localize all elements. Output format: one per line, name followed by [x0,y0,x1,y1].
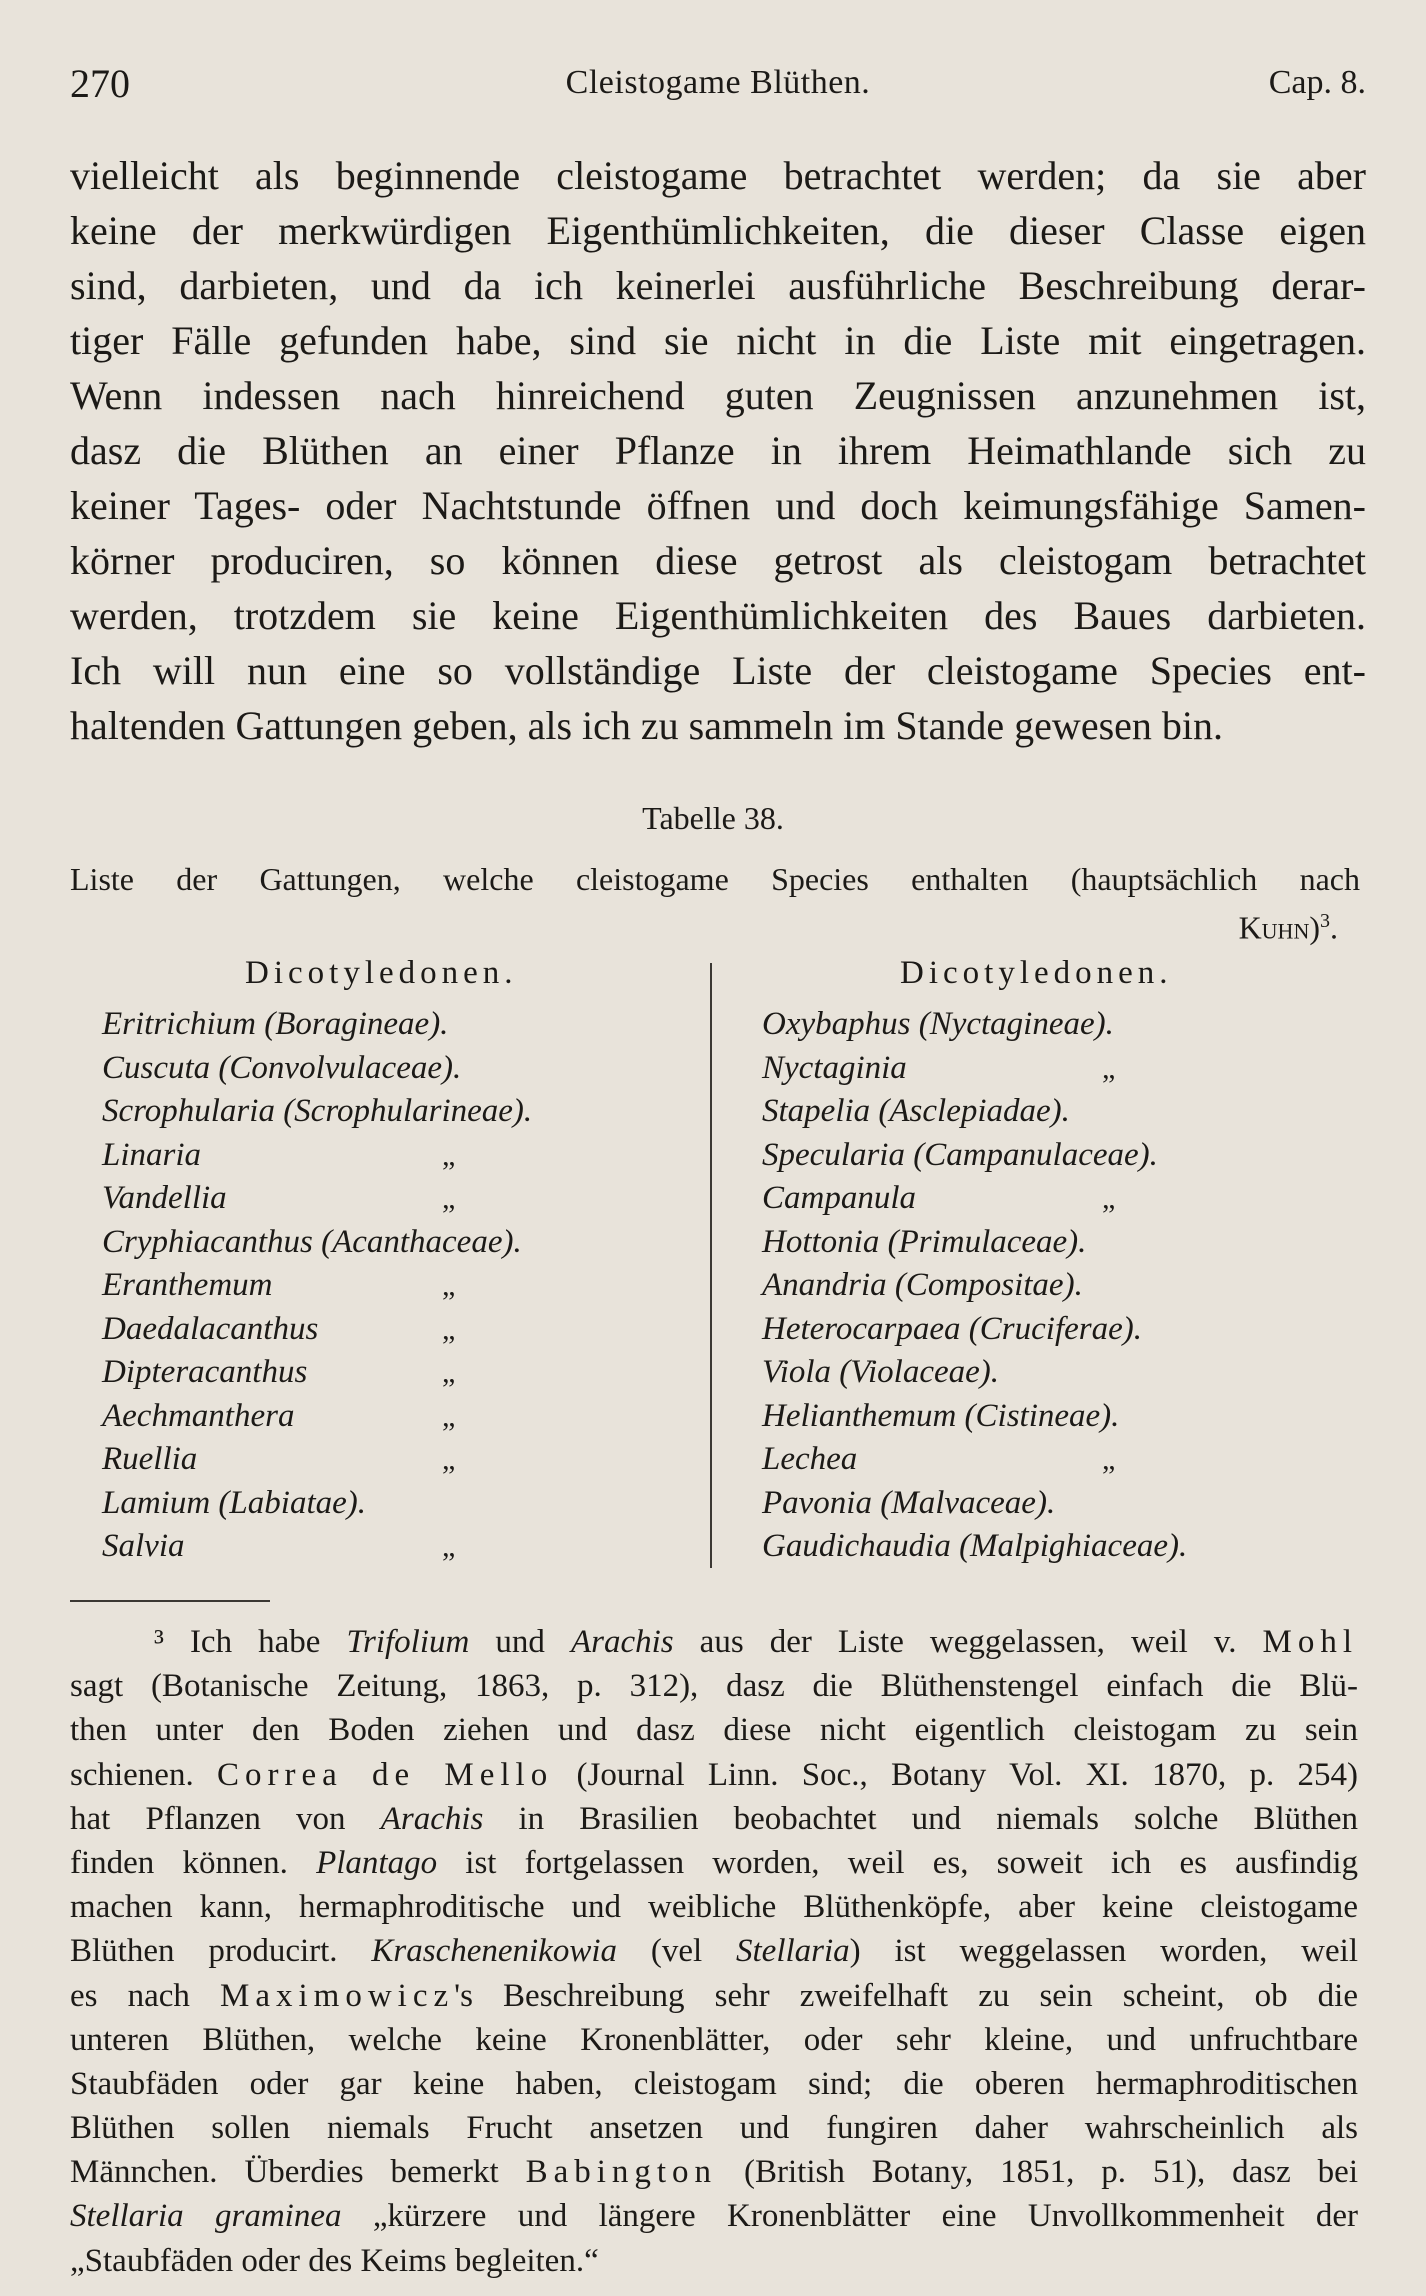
genus-entry [102,1438,532,1482]
genus-name: Nyctaginia [762,1049,907,1086]
footnote-text: Blüthen sollen niemals Frucht ansetzen und fungiren daher wahrscheinlich als [70,2110,1358,2147]
body-line: körner produciren, so können diese getrost als cleistogam betrachtet [70,538,1366,583]
caption-close-paren: ) [1309,909,1320,946]
genus-entry [762,1177,1187,1221]
body-line: sind, darbieten, und da ich keinerlei ausführliche Beschreibung derar- [70,263,1366,308]
footnote-text: hat Pflanzen von [70,1800,381,1837]
genus-name: Gaudichaudia (Malpighiaceae). [762,1528,1188,1564]
footnote-line [70,1664,1358,1708]
genus-name: Campanula [762,1180,917,1216]
table-caption-line [70,900,1360,946]
genus-entry [762,1395,1187,1439]
genus-name: Helianthemum (Cistineae). [762,1397,1120,1434]
genus-entry [762,1525,1187,1569]
body-line: vielleicht als beginnende cleistogame betrachtet werden; da sie aber [70,153,1366,198]
genus-entry [102,1047,532,1091]
table-caption-line: Liste der Gattungen, welche cleistogame Species enthalten (hauptsächlich nach [70,861,1360,897]
footnote-text: (Journal Linn. Soc., Botany Vol. XI. 1870, p. 254) [553,1756,1358,1793]
body-line: tiger Fälle gefunden habe, sind sie nicht in die Liste mit eingetragen. [70,318,1366,363]
genus-name: Linaria [102,1136,202,1173]
table-title: Tabelle 38. [642,800,784,836]
footnote-line [70,2018,1358,2062]
author-name: Mohl [1262,1624,1358,1660]
caption-period: . [1330,909,1338,946]
running-title: Cleistogame Blüthen. [565,64,871,101]
footnote-text: ³ Ich habe [154,1624,347,1660]
footnote-text: ist fortgelassen worden, weil es, soweit ich es ausfindig [437,1844,1358,1881]
author-name: Correa de Mello [216,1756,554,1793]
genus-entry [762,1134,1187,1178]
body-line: Ich will nun eine so vollständige Liste der cleistogame Species ent- [70,648,1366,693]
italic-term: Stellaria [736,1933,850,1970]
genus-entry [762,1438,1187,1482]
footnote-marker: 3 [1320,910,1330,932]
footnote-text: sagt (Botanische Zeitung, 1863, p. 312), dasz die Blüthenstengel einfach die Blü- [70,1668,1358,1705]
footnote-line [70,2239,1358,2283]
genus-name: Lechea [762,1441,858,1477]
italic-term: Stellaria graminea [70,2198,342,2235]
genus-name: Lamium (Labiatae). [102,1484,366,1521]
genus-entry [102,1177,532,1221]
footnote-text: then unter den Boden ziehen und dasz diese nicht eigentlich cleistogam zu sein [70,1712,1358,1749]
genus-entry [762,1308,1187,1352]
ditto-mark: „ [1102,1182,1116,1215]
footnote-text: in Brasilien beobachtet und niemals solche Blüthen [483,1800,1358,1837]
genus-entry [762,1264,1187,1308]
footnote-text: (vel [617,1933,736,1970]
ditto-mark: „ [442,1356,456,1389]
genus-entry [762,1221,1187,1265]
italic-term: Kraschenenikowia [371,1933,618,1970]
genus-name: Eranthemum [102,1267,273,1303]
genus-name: Salvia [102,1528,185,1564]
ditto-mark: „ [442,1312,456,1346]
footnote-line [70,1841,1358,1885]
footnote-line [70,2106,1358,2150]
footnote-text: machen kann, hermaphroditische und weibliche Blüthenköpfe, aber keine cleistogame [70,1889,1358,1926]
footnote-line [70,1929,1358,1973]
ditto-mark: „ [442,1443,456,1476]
body-line: keine der merkwürdigen Eigenthümlichkeiten, die dieser Classe eigen [70,208,1366,253]
genus-name: Vandellia [102,1180,227,1216]
footnote [70,1620,1358,2283]
footnote-line [70,2194,1358,2238]
footnote-text: ) ist weggelassen worden, weil [849,1933,1358,1970]
genus-entry [102,1482,532,1526]
genera-table [70,955,1360,1575]
ditto-mark: „ [442,1530,456,1563]
italic-term: Plantago [316,1844,438,1881]
genus-name: Eritrichium (Boragineae). [102,1006,449,1042]
ditto-mark: „ [442,1269,456,1302]
genus-entry [102,1134,532,1178]
genus-name: Specularia (Campanulaceae). [762,1136,1158,1173]
genus-name: Hottonia (Primulaceae). [762,1223,1087,1260]
genus-entry [762,1482,1187,1526]
footnote-text: Blüthen producirt. [70,1933,372,1970]
italic-term: Arachis [380,1800,484,1837]
right-column [762,1003,1187,1569]
footnote-line [70,1753,1358,1797]
footnote-text: finden können. [70,1844,317,1881]
footnote-text: und [469,1624,571,1660]
ditto-mark: „ [1102,1051,1116,1085]
footnote-text: es nach [70,1977,221,2014]
body-line: dasz die Blüthen an einer Pflanze in ihrem Heimathlande sich zu [70,428,1366,473]
genus-entry [102,1090,532,1134]
footnote-line [70,2150,1358,2194]
footnote-text: Männchen. Überdies bemerkt [70,2154,526,2191]
footnote-rule [70,1600,270,1602]
genus-name: Stapelia (Asclepiadae). [762,1093,1070,1129]
body-line: werden, trotzdem sie keine Eigenthümlichkeiten des Baues darbieten. [70,593,1366,638]
genus-entry [102,1221,532,1265]
italic-term: Trifolium [346,1624,470,1660]
genus-name: Dipteracanthus [102,1354,308,1390]
genus-entry [102,1395,532,1439]
genus-entry [102,1003,532,1047]
ditto-mark: „ [442,1399,456,1433]
genus-name: Ruellia [102,1441,198,1477]
table-caption [70,858,1360,946]
ditto-mark: „ [442,1182,456,1215]
footnote-text: „Staubfäden oder des Keims begleiten.“ [70,2242,599,2279]
genus-name: Heterocarpaea (Cruciferae). [762,1310,1142,1347]
footnote-line [70,1885,1358,1929]
footnote-text: 's Beschreibung sehr zweifelhaft zu sein scheint, ob die [454,1977,1358,2014]
genus-entry [762,1351,1187,1395]
genus-entry [762,1047,1187,1091]
genus-entry [102,1264,532,1308]
chapter-reference: Cap. 8. [1268,64,1366,101]
body-line: keiner Tages- oder Nachtstunde öffnen und doch keimungsfähige Samen- [70,483,1366,528]
left-column [102,1003,532,1569]
column-heading-right: Dicotyledonen. [900,955,1173,991]
genus-entry [762,1003,1187,1047]
author-name: Maximowicz [220,1977,455,2014]
genus-name: Cryphiacanthus (Acanthaceae). [102,1223,522,1260]
author-name: Babington [525,2154,718,2191]
author-kuhn: Kuhn [1238,909,1310,946]
genus-entry [762,1090,1187,1134]
page-number: 270 [70,61,130,106]
footnote-text: schienen. [70,1756,217,1793]
italic-term: Arachis [570,1624,674,1660]
footnote-text: „kürzere und längere Kronenblätter eine Unvollkommenheit der [341,2198,1358,2235]
column-heading-left: Dicotyledonen. [245,955,518,991]
footnote-line [70,1797,1358,1841]
footnote-text: (British Botany, 1851, p. 51), dasz bei [717,2154,1358,2191]
genus-name: Anandria (Compositae). [762,1267,1083,1303]
body-line: haltenden Gattungen geben, als ich zu sammeln im Stande gewesen bin. [70,703,1224,748]
genus-name: Daedalacanthus [102,1310,319,1347]
footnote-line [70,1708,1358,1752]
body-line: Wenn indessen nach hinreichend guten Zeugnissen anzunehmen ist, [70,373,1366,418]
page-header [70,60,1366,110]
column-divider [710,963,712,1568]
ditto-mark: „ [442,1138,456,1172]
genus-name: Cuscuta (Convolvulaceae). [102,1049,462,1086]
genus-name: Pavonia (Malvaceae). [762,1484,1056,1521]
footnote-line [70,1974,1358,2018]
footnote-line [70,1620,1358,1664]
genus-entry [102,1525,532,1569]
ditto-mark: „ [1102,1443,1116,1476]
genus-name: Viola (Violaceae). [762,1354,1000,1390]
footnote-text: aus der Liste weggelassen, weil v. [673,1624,1263,1660]
genus-entry [102,1351,532,1395]
genus-name: Aechmanthera [102,1397,295,1434]
body-paragraph [70,148,1366,753]
footnote-text: unteren Blüthen, welche keine Kronenblätter, oder sehr kleine, und unfruchtbare [70,2021,1358,2058]
genus-entry [102,1308,532,1352]
footnote-line [70,2062,1358,2106]
footnote-text: Staubfäden oder gar keine haben, cleistogam sind; die oberen hermaphroditischen [70,2065,1358,2102]
genus-name: Scrophularia (Scrophularineae). [102,1093,533,1129]
genus-name: Oxybaphus (Nyctagineae). [762,1006,1114,1042]
